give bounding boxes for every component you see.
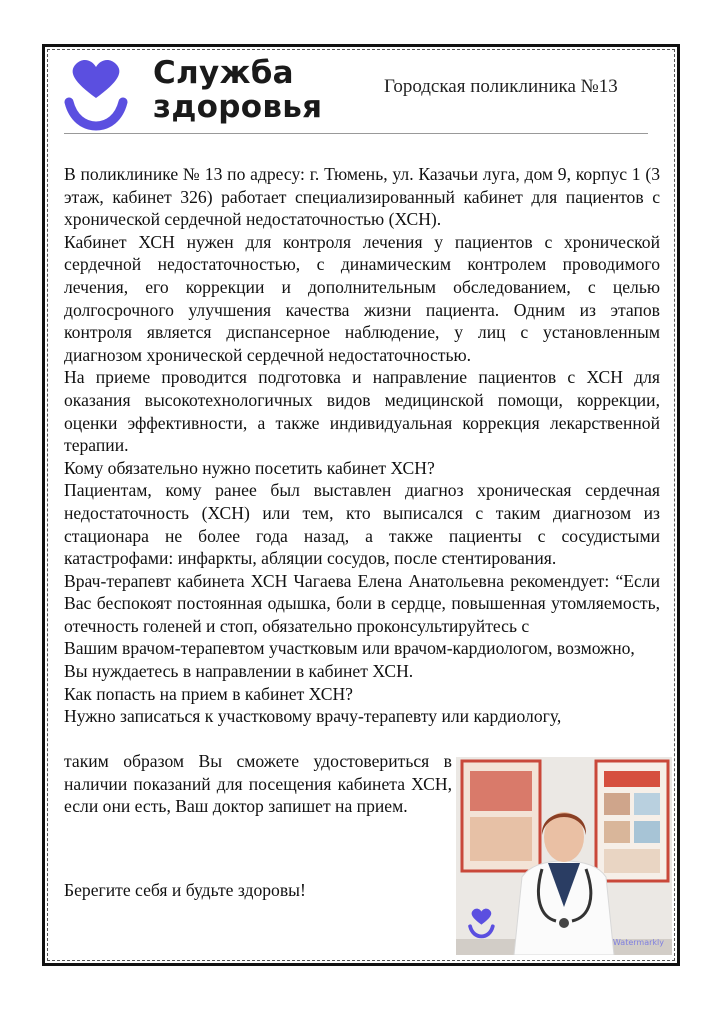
brand-line1: Служба <box>153 55 294 91</box>
brand-line2: здоровья <box>153 89 323 125</box>
doctor-illustration <box>456 757 672 955</box>
photo-watermark: Watermarkly <box>612 938 664 947</box>
question-who: Кому обязательно нужно посетить кабинет ХСН? <box>64 457 435 478</box>
doctor-photo <box>456 757 672 955</box>
paragraph-patients: Пациентам, кому ранее был выставлен диагноз хроническая сердечная недостаточность (ХСН) или тем, кто выписался с таким диагнозом из стационара не более года назад, а также пациенты с сосудистыми катастрофами: инфаркты, абляции сосудов, после стентирования. <box>64 480 660 569</box>
paragraph-address: В поликлинике № 13 по адресу: г. Тюмень, ул. Казачьи луга, дом 9, корпус 1 (3 этаж, кабинет 326) работает специализированный кабинет для пациентов с хронической сердечной недостаточностью (ХСН). <box>64 164 660 230</box>
header-divider <box>64 133 648 134</box>
paragraph-signup: Нужно записаться к участковому врачу-терапевту или кардиологу, <box>64 706 562 727</box>
brand-name <box>153 56 322 124</box>
paragraph-services: На приеме проводится подготовка и направление пациентов с ХСН для оказания высокотехнологичных видов медицинской помощи, коррекции, оценки эффективности, а также индивидуальная коррекция лекарственной терапии. <box>64 367 660 456</box>
closing-text: Берегите себя и будьте здоровы! <box>64 880 306 900</box>
paragraph-consult: Вашим врачом-терапевтом участковым или врачом-кардиологом, возможно, Вы нуждаетесь в направлении в кабинет ХСН. <box>64 638 635 682</box>
paragraph-purpose: Кабинет ХСН нужен для контроля лечения у пациентов с хронической сердечной недостаточностью, с динамическим контролем проводимого лечения, его коррекции и дополнительным обследованием, с целью долгосрочного улучшения качества жизни пациента. Одним из этапов контроля является диспансерное наблюдение, у лиц с установленным диагнозом хронической сердечной недостаточностью. <box>64 231 660 365</box>
paragraph-recommendation: Врач-терапевт кабинета ХСН Чагаева Елена Анатольевна рекомендует: “Если Вас беспокоят постоянная одышка, боли в сердце, повышенная утомляемость, отечность голеней и стоп, обязательно проконсультируйтесь с <box>64 570 660 636</box>
article-body <box>64 163 660 728</box>
question-how: Как попасть на прием в кабинет ХСН? <box>64 683 353 704</box>
paragraph-signup-cont: таким образом Вы сможете удостовериться в наличии показаний для посещения кабинета ХСН, если они есть, Ваш доктор запишет на прием. <box>64 751 452 817</box>
clinic-name: Городская поликлиника №13 <box>384 76 618 97</box>
